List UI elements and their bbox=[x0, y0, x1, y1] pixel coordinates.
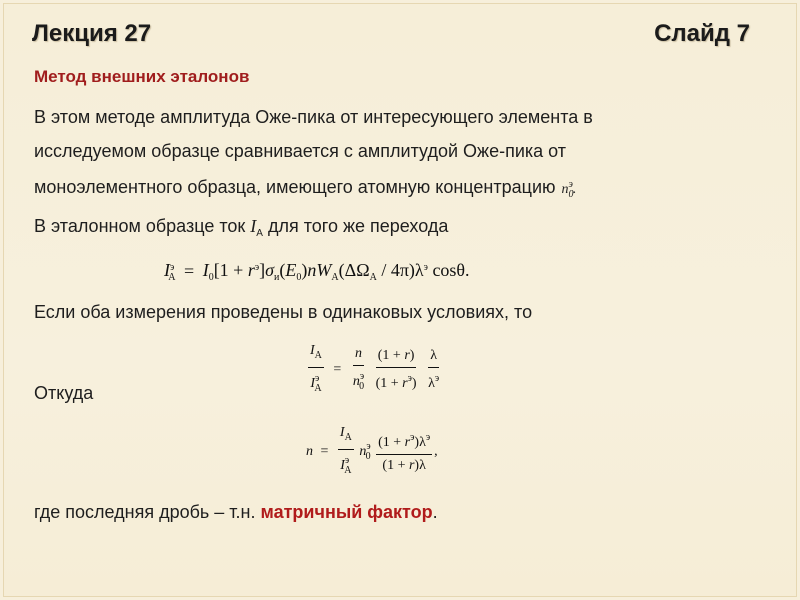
current-symbol: I bbox=[250, 216, 257, 236]
paragraph-matrix-factor bbox=[34, 495, 684, 529]
section-title: Метод внешних эталонов bbox=[34, 67, 250, 86]
slide-number: Слайд 7 bbox=[654, 20, 750, 47]
matrix-factor-term: матричный фактор bbox=[260, 502, 433, 522]
paragraph-whence: Откуда bbox=[34, 383, 94, 403]
paragraph-conditions: Если оба измерения проведены в одинаковых условиях, то bbox=[34, 302, 533, 322]
paragraph-matrix-pre: где последняя дробь – т.н. bbox=[34, 502, 256, 522]
paragraph-current bbox=[34, 209, 684, 251]
formula-ratio: $\frac{I_A}{I^э_A}$ = $\frac{n}{n^э_0}$ $\frac{(1 + r)}{(1 + r^э)}$ $\frac{\lambda}{\lambda^э}$ bbox=[310, 343, 440, 394]
slide bbox=[3, 3, 797, 597]
concentration-symbol: $n_0^э$. bbox=[561, 179, 577, 200]
paragraph-current-post: для того же перехода bbox=[267, 216, 449, 236]
formula-concentration: n = $\frac{I_A}{I^э_A}$ $n^э_0$ $\frac{(1 + r^э)\lambda^э}{(1 + r)\lambda}$ , bbox=[306, 425, 438, 476]
formula-reference-current: $I^э_A = I_0[1 + r^э]\sigma_и(E_0)nW_A(\Delta\Omega_A / 4\pi)\lambda^э$ cosθ. bbox=[164, 260, 470, 283]
paragraph-intro-text: В этом методе амплитуда Оже-пика от интересующего элемента в исследуемом образце сравнивается с амплитудой Оже-пика от моноэлементного образца, имеющего атомную концентрацию bbox=[34, 107, 593, 197]
lecture-title: Лекция 27 bbox=[32, 20, 152, 47]
paragraph-matrix-post: . bbox=[432, 502, 438, 522]
paragraph-current-pre: В эталонном образце ток bbox=[34, 216, 246, 236]
current-subscript: A bbox=[256, 228, 263, 239]
slide-header bbox=[32, 20, 750, 56]
paragraph-intro bbox=[34, 100, 684, 212]
